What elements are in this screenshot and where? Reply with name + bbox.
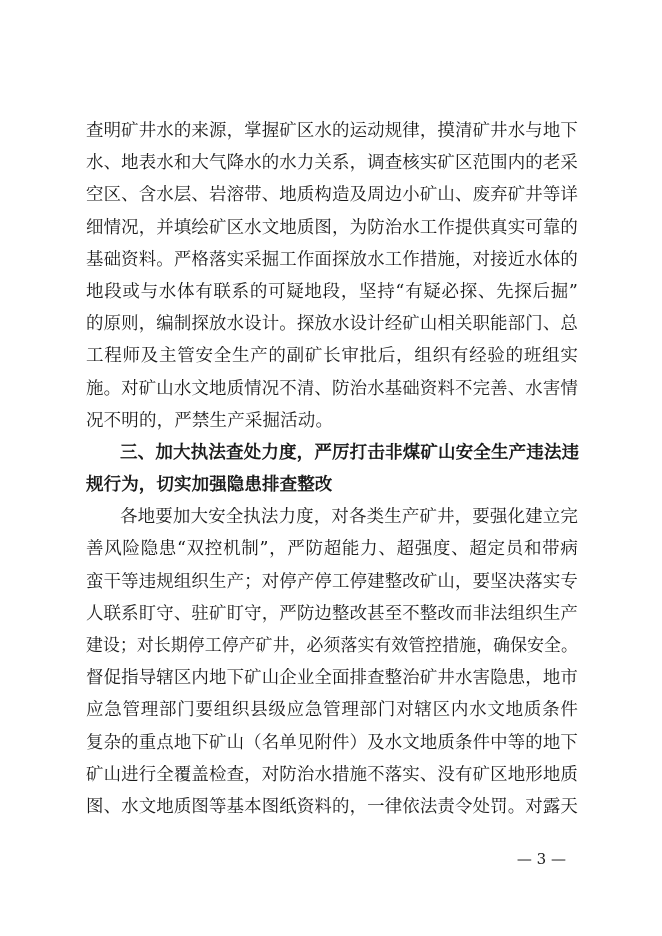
text-line: 空区、含水层、岩溶带、地质构造及周边小矿山、废弃矿井等详 [86,185,578,206]
text-line: 建设；对长期停工停产矿井，必须落实有效管控措施，确保安全。 [86,636,578,656]
section-heading-line: 三、加大执法查处力度，严厉打击非煤矿山安全生产违法违 [120,442,580,463]
text-line: 图、水文地质图等基本图纸资料的，一律依法责令处罚。对露天 [86,796,578,817]
text-line: 各地要加大安全执法力度，对各类生产矿井，要强化建立完 [120,507,578,528]
text-line: 督促指导辖区内地下矿山企业全面排查整治矿井水害隐患，地市 [86,668,578,689]
text-line: 人联系盯守、驻矿盯守，严防边整改甚至不整改而非法组织生产 [86,603,578,624]
text-line: 的原则，编制探放水设计。探放水设计经矿山相关职能部门、总 [86,314,578,335]
text-line: 查明矿井水的来源，掌握矿区水的运动规律，摸清矿井水与地下 [86,121,578,141]
section-heading-line: 规行为，切实加强隐患排查整改 [86,475,333,496]
text-line: 矿山进行全覆盖检查，对防治水措施不落实、没有矿区地形地质 [86,764,578,785]
text-line: 基础资料。严格落实采掘工作面探放水工作措施，对接近水体的 [86,249,578,270]
text-line: 况不明的，严禁生产采掘活动。 [86,410,334,431]
text-line: 善风险隐患“双控机制”，严防超能力、超强度、超定员和带病 [86,539,579,560]
text-line: 应急管理部门要组织县级应急管理部门对辖区内水文地质条件 [86,700,579,721]
text-line: 水、地表水和大气降水的水力关系，调查核实矿区范围内的老采 [86,153,578,174]
page-number: — 3 — [516,850,566,868]
text-line: 施。对矿山水文地质情况不清、防治水基础资料不完善、水害情 [86,378,578,399]
document-body [86,115,578,823]
text-line: 工程师及主管安全生产的副矿长审批后，组织有经验的班组实 [86,346,579,367]
text-line: 复杂的重点地下矿山（名单见附件）及水文地质条件中等的地下 [86,732,578,753]
text-line: 地段或与水体有联系的可疑地段，坚持“有疑必探、先探后掘” [86,281,579,302]
text-line: 蛮干等违规组织生产；对停产停工停建整改矿山，要坚决落实专 [86,571,578,592]
text-line: 细情况，并填绘矿区水文地质图，为防治水工作提供真实可靠的 [86,217,578,238]
